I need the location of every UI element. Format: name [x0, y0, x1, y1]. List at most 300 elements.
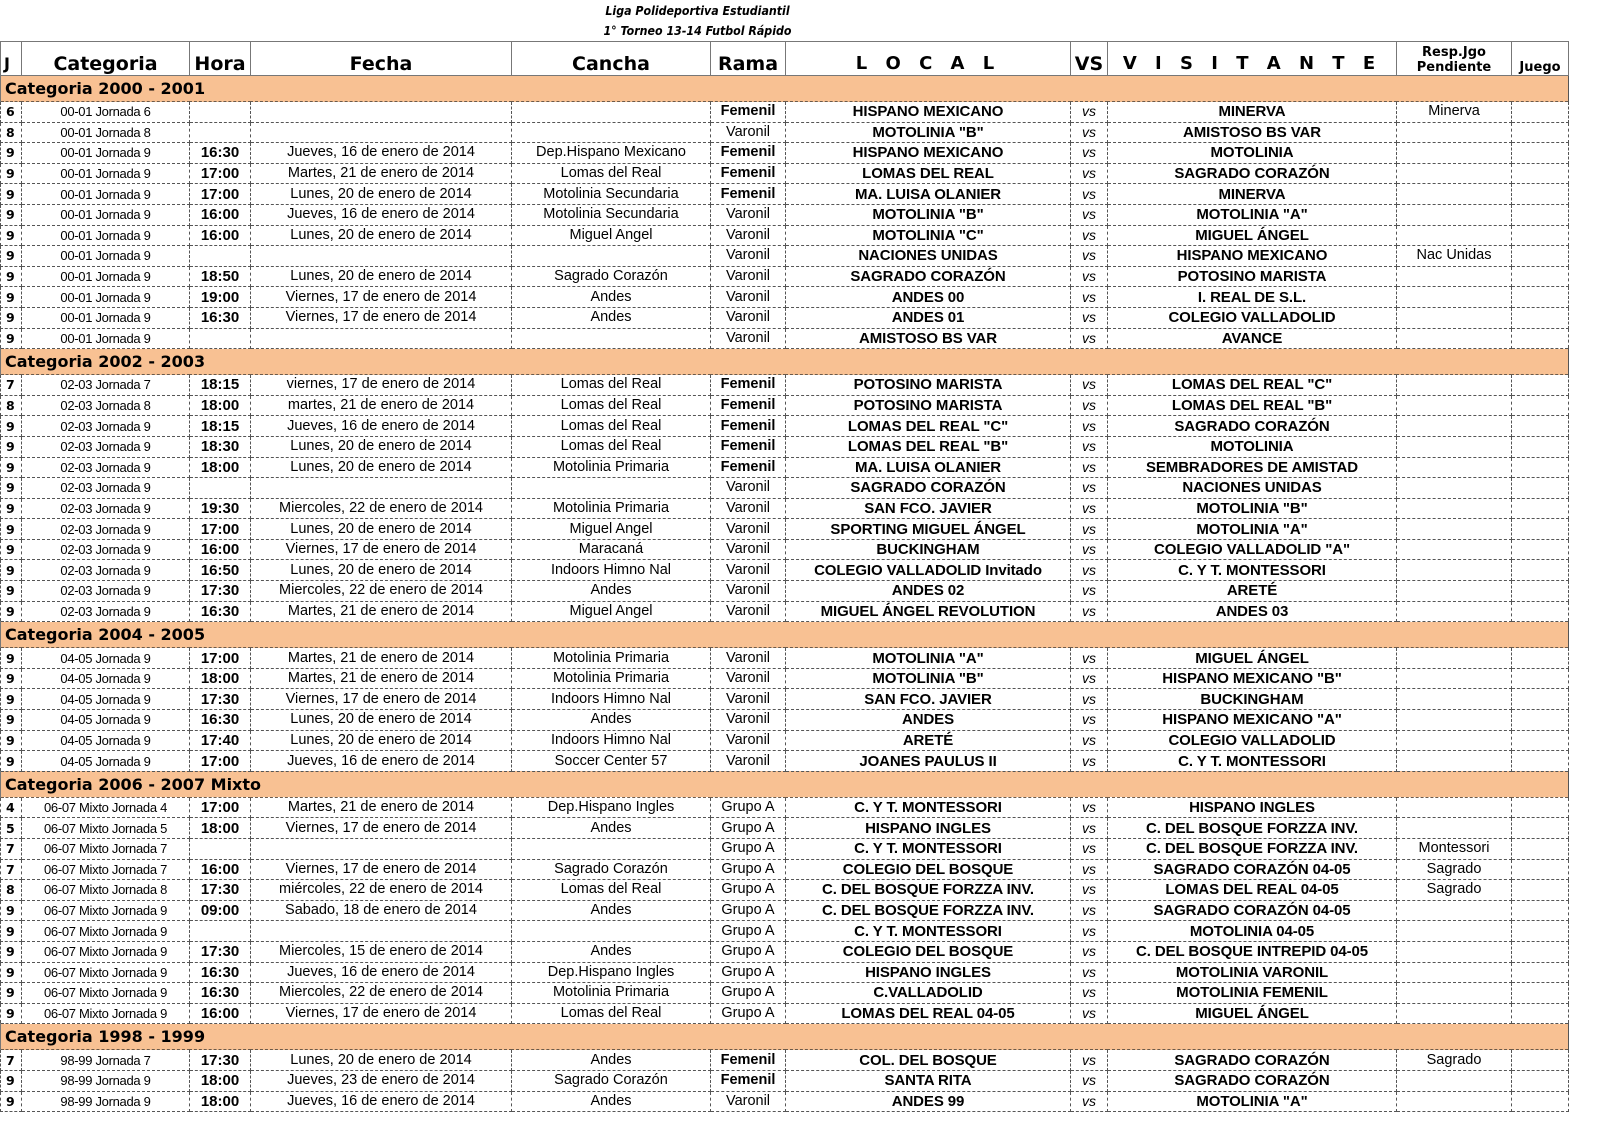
cell-visitante[interactable]: LOMAS DEL REAL "C" [1108, 375, 1397, 396]
cell-local[interactable]: ANDES 99 [786, 1091, 1071, 1112]
cell-hora[interactable]: 18:15 [190, 375, 251, 396]
cell-juego[interactable] [1512, 751, 1569, 772]
cell-resp-jgo-pendiente[interactable]: Minerva [1397, 102, 1512, 123]
cell-j[interactable]: 7 [1, 1050, 22, 1071]
cell-local[interactable]: C. Y T. MONTESSORI [786, 921, 1071, 942]
cell-j[interactable]: 8 [1, 395, 22, 416]
cell-resp-jgo-pendiente[interactable] [1397, 1070, 1512, 1091]
cell-cancha[interactable]: Motolinia Primaria [512, 498, 711, 519]
cell-j[interactable]: 9 [1, 478, 22, 499]
cell-rama[interactable]: Femenil [711, 184, 786, 205]
cell-hora[interactable]: 16:50 [190, 560, 251, 581]
cell-local[interactable]: MIGUEL ÁNGEL REVOLUTION [786, 601, 1071, 622]
cell-visitante[interactable]: ANDES 03 [1108, 601, 1397, 622]
cell-cancha[interactable]: Motolinia Primaria [512, 648, 711, 669]
cell-visitante[interactable]: I. REAL DE S.L. [1108, 287, 1397, 308]
cell-resp-jgo-pendiente[interactable] [1397, 710, 1512, 731]
cell-hora[interactable]: 17:40 [190, 730, 251, 751]
cell-cancha[interactable]: Soccer Center 57 [512, 751, 711, 772]
cell-fecha[interactable]: Lunes, 20 de enero de 2014 [251, 184, 512, 205]
cell-vs[interactable]: vs [1071, 457, 1108, 478]
cell-j[interactable]: 9 [1, 266, 22, 287]
cell-fecha[interactable]: Jueves, 16 de enero de 2014 [251, 143, 512, 164]
cell-vs[interactable]: vs [1071, 1091, 1108, 1112]
cell-j[interactable]: 9 [1, 225, 22, 246]
cell-vs[interactable]: vs [1071, 184, 1108, 205]
cell-local[interactable]: HISPANO MEXICANO [786, 102, 1071, 123]
cell-vs[interactable]: vs [1071, 880, 1108, 901]
cell-resp-jgo-pendiente[interactable] [1397, 818, 1512, 839]
cell-hora[interactable]: 17:00 [190, 163, 251, 184]
cell-cancha[interactable]: Andes [512, 1050, 711, 1071]
cell-resp-jgo-pendiente[interactable] [1397, 581, 1512, 602]
cell-vs[interactable]: vs [1071, 498, 1108, 519]
cell-local[interactable]: LOMAS DEL REAL 04-05 [786, 1003, 1071, 1024]
cell-visitante[interactable]: C. DEL BOSQUE FORZZA INV. [1108, 818, 1397, 839]
cell-hora[interactable]: 17:00 [190, 797, 251, 818]
cell-hora[interactable]: 17:30 [190, 1050, 251, 1071]
header-rama[interactable]: Rama [711, 42, 786, 76]
cell-hora[interactable] [190, 839, 251, 860]
cell-visitante[interactable]: MOTOLINIA VARONIL [1108, 962, 1397, 983]
cell-rama[interactable]: Varonil [711, 751, 786, 772]
cell-visitante[interactable]: COLEGIO VALLADOLID [1108, 730, 1397, 751]
cell-hora[interactable]: 16:00 [190, 1003, 251, 1024]
cell-visitante[interactable]: MOTOLINIA [1108, 143, 1397, 164]
cell-vs[interactable]: vs [1071, 983, 1108, 1004]
cell-resp-jgo-pendiente[interactable] [1397, 457, 1512, 478]
cell-rama[interactable]: Grupo A [711, 797, 786, 818]
header-resp-jgo-pendiente[interactable] [1397, 42, 1512, 76]
cell-rama[interactable]: Varonil [711, 648, 786, 669]
cell-fecha[interactable]: Martes, 21 de enero de 2014 [251, 648, 512, 669]
cell-juego[interactable] [1512, 859, 1569, 880]
cell-juego[interactable] [1512, 436, 1569, 457]
cell-categoria[interactable]: 04-05 Jornada 9 [22, 648, 190, 669]
cell-visitante[interactable]: HISPANO INGLES [1108, 797, 1397, 818]
cell-visitante[interactable]: POTOSINO MARISTA [1108, 266, 1397, 287]
cell-rama[interactable]: Femenil [711, 457, 786, 478]
cell-cancha[interactable]: Miguel Angel [512, 519, 711, 540]
cell-visitante[interactable]: LOMAS DEL REAL "B" [1108, 395, 1397, 416]
cell-juego[interactable] [1512, 797, 1569, 818]
cell-hora[interactable]: 17:00 [190, 751, 251, 772]
cell-fecha[interactable] [251, 122, 512, 143]
cell-rama[interactable]: Varonil [711, 689, 786, 710]
cell-hora[interactable]: 09:00 [190, 900, 251, 921]
cell-categoria[interactable]: 04-05 Jornada 9 [22, 730, 190, 751]
cell-categoria[interactable]: 06-07 Mixto Jornada 9 [22, 921, 190, 942]
cell-resp-jgo-pendiente[interactable] [1397, 1003, 1512, 1024]
cell-juego[interactable] [1512, 818, 1569, 839]
cell-local[interactable]: MOTOLINIA "C" [786, 225, 1071, 246]
cell-fecha[interactable]: Martes, 21 de enero de 2014 [251, 163, 512, 184]
cell-categoria[interactable]: 06-07 Mixto Jornada 7 [22, 859, 190, 880]
cell-juego[interactable] [1512, 941, 1569, 962]
cell-categoria[interactable]: 06-07 Mixto Jornada 9 [22, 983, 190, 1004]
cell-j[interactable]: 9 [1, 1091, 22, 1112]
cell-visitante[interactable]: MINERVA [1108, 184, 1397, 205]
cell-visitante[interactable]: SAGRADO CORAZÓN [1108, 1050, 1397, 1071]
cell-vs[interactable]: vs [1071, 1050, 1108, 1071]
cell-categoria[interactable]: 06-07 Mixto Jornada 8 [22, 880, 190, 901]
cell-cancha[interactable]: Andes [512, 710, 711, 731]
cell-hora[interactable]: 18:00 [190, 818, 251, 839]
cell-rama[interactable]: Varonil [711, 246, 786, 267]
cell-rama[interactable]: Femenil [711, 1050, 786, 1071]
cell-cancha[interactable]: Sagrado Corazón [512, 266, 711, 287]
cell-resp-jgo-pendiente[interactable] [1397, 287, 1512, 308]
cell-local[interactable]: SANTA RITA [786, 1070, 1071, 1091]
cell-resp-jgo-pendiente[interactable] [1397, 689, 1512, 710]
cell-j[interactable]: 9 [1, 751, 22, 772]
header-fecha[interactable]: Fecha [251, 42, 512, 76]
cell-j[interactable]: 9 [1, 962, 22, 983]
cell-resp-jgo-pendiente[interactable] [1397, 436, 1512, 457]
cell-rama[interactable]: Femenil [711, 102, 786, 123]
cell-rama[interactable]: Varonil [711, 328, 786, 349]
cell-rama[interactable]: Femenil [711, 436, 786, 457]
cell-cancha[interactable]: Lomas del Real [512, 163, 711, 184]
cell-j[interactable]: 9 [1, 163, 22, 184]
cell-j[interactable]: 4 [1, 797, 22, 818]
cell-cancha[interactable]: Indoors Himno Nal [512, 560, 711, 581]
cell-vs[interactable]: vs [1071, 395, 1108, 416]
cell-hora[interactable]: 19:00 [190, 287, 251, 308]
cell-juego[interactable] [1512, 478, 1569, 499]
cell-visitante[interactable]: LOMAS DEL REAL 04-05 [1108, 880, 1397, 901]
cell-visitante[interactable]: C. DEL BOSQUE FORZZA INV. [1108, 839, 1397, 860]
cell-vs[interactable]: vs [1071, 416, 1108, 437]
cell-fecha[interactable]: Viernes, 17 de enero de 2014 [251, 287, 512, 308]
cell-visitante[interactable]: MOTOLINIA [1108, 436, 1397, 457]
cell-juego[interactable] [1512, 1003, 1569, 1024]
cell-juego[interactable] [1512, 395, 1569, 416]
cell-resp-jgo-pendiente[interactable] [1397, 225, 1512, 246]
cell-rama[interactable]: Varonil [711, 478, 786, 499]
cell-categoria[interactable]: 02-03 Jornada 9 [22, 457, 190, 478]
cell-local[interactable]: ARETÉ [786, 730, 1071, 751]
cell-resp-jgo-pendiente[interactable]: Sagrado [1397, 880, 1512, 901]
cell-hora[interactable]: 16:00 [190, 859, 251, 880]
cell-j[interactable]: 8 [1, 122, 22, 143]
cell-juego[interactable] [1512, 601, 1569, 622]
cell-local[interactable]: COLEGIO VALLADOLID Invitado [786, 560, 1071, 581]
cell-vs[interactable]: vs [1071, 581, 1108, 602]
cell-cancha[interactable]: Lomas del Real [512, 395, 711, 416]
cell-j[interactable]: 9 [1, 328, 22, 349]
cell-juego[interactable] [1512, 457, 1569, 478]
cell-visitante[interactable]: AVANCE [1108, 328, 1397, 349]
cell-fecha[interactable]: miércoles, 22 de enero de 2014 [251, 880, 512, 901]
cell-visitante[interactable]: MOTOLINIA "A" [1108, 519, 1397, 540]
cell-j[interactable]: 9 [1, 498, 22, 519]
cell-resp-jgo-pendiente[interactable] [1397, 184, 1512, 205]
cell-cancha[interactable]: Indoors Himno Nal [512, 689, 711, 710]
cell-juego[interactable] [1512, 184, 1569, 205]
cell-local[interactable]: ANDES 01 [786, 307, 1071, 328]
cell-juego[interactable] [1512, 689, 1569, 710]
cell-categoria[interactable]: 00-01 Jornada 9 [22, 184, 190, 205]
cell-categoria[interactable]: 98-99 Jornada 9 [22, 1070, 190, 1091]
cell-cancha[interactable] [512, 328, 711, 349]
cell-local[interactable]: SAGRADO CORAZÓN [786, 478, 1071, 499]
cell-j[interactable]: 5 [1, 818, 22, 839]
cell-fecha[interactable]: Miercoles, 22 de enero de 2014 [251, 498, 512, 519]
cell-visitante[interactable]: C. Y T. MONTESSORI [1108, 751, 1397, 772]
cell-rama[interactable]: Grupo A [711, 880, 786, 901]
cell-resp-jgo-pendiente[interactable] [1397, 601, 1512, 622]
cell-visitante[interactable]: AMISTOSO BS VAR [1108, 122, 1397, 143]
cell-cancha[interactable]: Lomas del Real [512, 416, 711, 437]
cell-hora[interactable]: 16:00 [190, 539, 251, 560]
cell-categoria[interactable]: 02-03 Jornada 9 [22, 581, 190, 602]
cell-hora[interactable]: 18:00 [190, 668, 251, 689]
cell-local[interactable]: JOANES PAULUS II [786, 751, 1071, 772]
cell-categoria[interactable]: 00-01 Jornada 9 [22, 204, 190, 225]
cell-fecha[interactable]: Sabado, 18 de enero de 2014 [251, 900, 512, 921]
cell-cancha[interactable]: Miguel Angel [512, 225, 711, 246]
cell-vs[interactable]: vs [1071, 668, 1108, 689]
cell-vs[interactable]: vs [1071, 710, 1108, 731]
cell-resp-jgo-pendiente[interactable] [1397, 962, 1512, 983]
cell-local[interactable]: ANDES [786, 710, 1071, 731]
cell-fecha[interactable] [251, 921, 512, 942]
cell-cancha[interactable] [512, 122, 711, 143]
cell-j[interactable]: 9 [1, 921, 22, 942]
cell-categoria[interactable]: 02-03 Jornada 9 [22, 478, 190, 499]
cell-vs[interactable]: vs [1071, 751, 1108, 772]
cell-fecha[interactable] [251, 478, 512, 499]
cell-local[interactable]: COLEGIO DEL BOSQUE [786, 859, 1071, 880]
cell-j[interactable]: 9 [1, 436, 22, 457]
cell-rama[interactable]: Grupo A [711, 818, 786, 839]
cell-fecha[interactable]: Miercoles, 15 de enero de 2014 [251, 941, 512, 962]
cell-categoria[interactable]: 02-03 Jornada 8 [22, 395, 190, 416]
cell-vs[interactable]: vs [1071, 1003, 1108, 1024]
cell-hora[interactable]: 18:00 [190, 1091, 251, 1112]
cell-hora[interactable]: 18:30 [190, 436, 251, 457]
header-hora[interactable]: Hora [190, 42, 251, 76]
cell-j[interactable]: 9 [1, 668, 22, 689]
cell-fecha[interactable]: Martes, 21 de enero de 2014 [251, 797, 512, 818]
cell-hora[interactable]: 18:00 [190, 457, 251, 478]
cell-cancha[interactable]: Miguel Angel [512, 601, 711, 622]
cell-j[interactable]: 9 [1, 730, 22, 751]
cell-categoria[interactable]: 06-07 Mixto Jornada 7 [22, 839, 190, 860]
cell-juego[interactable] [1512, 122, 1569, 143]
cell-juego[interactable] [1512, 983, 1569, 1004]
cell-visitante[interactable]: C. DEL BOSQUE INTREPID 04-05 [1108, 941, 1397, 962]
cell-categoria[interactable]: 04-05 Jornada 9 [22, 668, 190, 689]
cell-rama[interactable]: Femenil [711, 1070, 786, 1091]
cell-resp-jgo-pendiente[interactable]: Nac Unidas [1397, 246, 1512, 267]
cell-rama[interactable]: Grupo A [711, 962, 786, 983]
cell-vs[interactable]: vs [1071, 204, 1108, 225]
cell-vs[interactable]: vs [1071, 689, 1108, 710]
cell-categoria[interactable]: 00-01 Jornada 9 [22, 287, 190, 308]
cell-visitante[interactable]: HISPANO MEXICANO "A" [1108, 710, 1397, 731]
cell-cancha[interactable]: Dep.Hispano Ingles [512, 962, 711, 983]
cell-local[interactable]: SAN FCO. JAVIER [786, 689, 1071, 710]
cell-juego[interactable] [1512, 246, 1569, 267]
cell-hora[interactable]: 17:30 [190, 581, 251, 602]
cell-j[interactable]: 9 [1, 143, 22, 164]
cell-categoria[interactable]: 06-07 Mixto Jornada 4 [22, 797, 190, 818]
cell-fecha[interactable]: Viernes, 17 de enero de 2014 [251, 689, 512, 710]
cell-rama[interactable]: Femenil [711, 416, 786, 437]
cell-vs[interactable]: vs [1071, 287, 1108, 308]
cell-j[interactable]: 7 [1, 859, 22, 880]
cell-juego[interactable] [1512, 225, 1569, 246]
cell-cancha[interactable]: Maracaná [512, 539, 711, 560]
cell-vs[interactable]: vs [1071, 962, 1108, 983]
cell-resp-jgo-pendiente[interactable] [1397, 307, 1512, 328]
cell-local[interactable]: SAN FCO. JAVIER [786, 498, 1071, 519]
cell-fecha[interactable]: Lunes, 20 de enero de 2014 [251, 457, 512, 478]
cell-cancha[interactable]: Motolinia Primaria [512, 457, 711, 478]
cell-resp-jgo-pendiente[interactable] [1397, 648, 1512, 669]
cell-rama[interactable]: Varonil [711, 601, 786, 622]
cell-vs[interactable]: vs [1071, 648, 1108, 669]
cell-categoria[interactable]: 98-99 Jornada 7 [22, 1050, 190, 1071]
header-vs[interactable]: VS [1071, 42, 1108, 76]
cell-visitante[interactable]: MOTOLINIA "A" [1108, 1091, 1397, 1112]
cell-fecha[interactable]: Viernes, 17 de enero de 2014 [251, 539, 512, 560]
cell-rama[interactable]: Grupo A [711, 983, 786, 1004]
cell-hora[interactable] [190, 102, 251, 123]
cell-categoria[interactable]: 04-05 Jornada 9 [22, 710, 190, 731]
cell-rama[interactable]: Varonil [711, 1091, 786, 1112]
cell-hora[interactable]: 16:30 [190, 983, 251, 1004]
cell-resp-jgo-pendiente[interactable] [1397, 900, 1512, 921]
cell-j[interactable]: 9 [1, 710, 22, 731]
cell-rama[interactable]: Femenil [711, 143, 786, 164]
cell-categoria[interactable]: 06-07 Mixto Jornada 9 [22, 962, 190, 983]
cell-cancha[interactable]: Dep.Hispano Mexicano [512, 143, 711, 164]
cell-hora[interactable]: 18:00 [190, 395, 251, 416]
cell-fecha[interactable]: Lunes, 20 de enero de 2014 [251, 225, 512, 246]
cell-visitante[interactable]: HISPANO MEXICANO [1108, 246, 1397, 267]
cell-local[interactable]: LOMAS DEL REAL [786, 163, 1071, 184]
cell-fecha[interactable]: Miercoles, 22 de enero de 2014 [251, 581, 512, 602]
cell-local[interactable]: MA. LUISA OLANIER [786, 457, 1071, 478]
cell-local[interactable]: AMISTOSO BS VAR [786, 328, 1071, 349]
cell-rama[interactable]: Femenil [711, 163, 786, 184]
cell-resp-jgo-pendiente[interactable] [1397, 478, 1512, 499]
cell-local[interactable]: C.VALLADOLID [786, 983, 1071, 1004]
cell-juego[interactable] [1512, 204, 1569, 225]
cell-juego[interactable] [1512, 581, 1569, 602]
cell-juego[interactable] [1512, 1091, 1569, 1112]
cell-fecha[interactable]: Jueves, 16 de enero de 2014 [251, 204, 512, 225]
cell-vs[interactable]: vs [1071, 519, 1108, 540]
cell-j[interactable]: 7 [1, 839, 22, 860]
cell-local[interactable]: C. Y T. MONTESSORI [786, 797, 1071, 818]
cell-cancha[interactable]: Motolinia Primaria [512, 983, 711, 1004]
cell-local[interactable]: POTOSINO MARISTA [786, 395, 1071, 416]
cell-cancha[interactable]: Dep.Hispano Ingles [512, 797, 711, 818]
cell-hora[interactable]: 16:30 [190, 143, 251, 164]
cell-vs[interactable]: vs [1071, 797, 1108, 818]
cell-fecha[interactable]: Jueves, 16 de enero de 2014 [251, 962, 512, 983]
cell-j[interactable]: 9 [1, 941, 22, 962]
cell-fecha[interactable]: Miercoles, 22 de enero de 2014 [251, 983, 512, 1004]
cell-j[interactable]: 9 [1, 581, 22, 602]
cell-juego[interactable] [1512, 498, 1569, 519]
cell-vs[interactable]: vs [1071, 941, 1108, 962]
cell-j[interactable]: 9 [1, 983, 22, 1004]
category-title[interactable]: Categoria 2000 - 2001 [1, 76, 1569, 102]
cell-vs[interactable]: vs [1071, 307, 1108, 328]
cell-categoria[interactable]: 02-03 Jornada 9 [22, 416, 190, 437]
cell-juego[interactable] [1512, 839, 1569, 860]
header-juego[interactable]: Juego [1512, 42, 1569, 76]
cell-vs[interactable]: vs [1071, 900, 1108, 921]
cell-resp-jgo-pendiente[interactable] [1397, 204, 1512, 225]
cell-local[interactable]: SAGRADO CORAZÓN [786, 266, 1071, 287]
cell-vs[interactable]: vs [1071, 328, 1108, 349]
cell-visitante[interactable]: NACIONES UNIDAS [1108, 478, 1397, 499]
cell-rama[interactable]: Varonil [711, 122, 786, 143]
cell-visitante[interactable]: MIGUEL ÁNGEL [1108, 1003, 1397, 1024]
cell-juego[interactable] [1512, 648, 1569, 669]
cell-resp-jgo-pendiente[interactable] [1397, 941, 1512, 962]
cell-fecha[interactable]: Jueves, 16 de enero de 2014 [251, 751, 512, 772]
cell-resp-jgo-pendiente[interactable] [1397, 143, 1512, 164]
cell-vs[interactable]: vs [1071, 143, 1108, 164]
cell-categoria[interactable]: 04-05 Jornada 9 [22, 689, 190, 710]
cell-categoria[interactable]: 04-05 Jornada 9 [22, 751, 190, 772]
cell-local[interactable]: LOMAS DEL REAL "B" [786, 436, 1071, 457]
cell-fecha[interactable]: Viernes, 17 de enero de 2014 [251, 1003, 512, 1024]
cell-juego[interactable] [1512, 143, 1569, 164]
cell-vs[interactable]: vs [1071, 601, 1108, 622]
cell-juego[interactable] [1512, 328, 1569, 349]
cell-rama[interactable]: Varonil [711, 668, 786, 689]
cell-local[interactable]: MOTOLINIA "A" [786, 648, 1071, 669]
cell-j[interactable]: 9 [1, 184, 22, 205]
cell-rama[interactable]: Varonil [711, 307, 786, 328]
cell-categoria[interactable]: 02-03 Jornada 9 [22, 498, 190, 519]
cell-fecha[interactable]: Lunes, 20 de enero de 2014 [251, 1050, 512, 1071]
cell-categoria[interactable]: 02-03 Jornada 9 [22, 601, 190, 622]
cell-juego[interactable] [1512, 266, 1569, 287]
cell-local[interactable]: MA. LUISA OLANIER [786, 184, 1071, 205]
cell-vs[interactable]: vs [1071, 839, 1108, 860]
cell-rama[interactable]: Varonil [711, 287, 786, 308]
cell-juego[interactable] [1512, 163, 1569, 184]
cell-categoria[interactable]: 02-03 Jornada 9 [22, 560, 190, 581]
cell-rama[interactable]: Varonil [711, 710, 786, 731]
cell-j[interactable]: 9 [1, 539, 22, 560]
cell-fecha[interactable]: Jueves, 16 de enero de 2014 [251, 1091, 512, 1112]
cell-vs[interactable]: vs [1071, 560, 1108, 581]
cell-local[interactable]: HISPANO INGLES [786, 962, 1071, 983]
cell-juego[interactable] [1512, 710, 1569, 731]
cell-resp-jgo-pendiente[interactable] [1397, 395, 1512, 416]
cell-cancha[interactable]: Andes [512, 941, 711, 962]
cell-resp-jgo-pendiente[interactable] [1397, 328, 1512, 349]
cell-cancha[interactable]: Motolinia Secundaria [512, 184, 711, 205]
header-cancha[interactable]: Cancha [512, 42, 711, 76]
header-visitante[interactable]: V I S I T A N T E [1108, 42, 1397, 76]
cell-rama[interactable]: Grupo A [711, 1003, 786, 1024]
cell-vs[interactable]: vs [1071, 163, 1108, 184]
cell-hora[interactable]: 16:00 [190, 204, 251, 225]
cell-fecha[interactable]: Viernes, 17 de enero de 2014 [251, 818, 512, 839]
cell-vs[interactable]: vs [1071, 730, 1108, 751]
